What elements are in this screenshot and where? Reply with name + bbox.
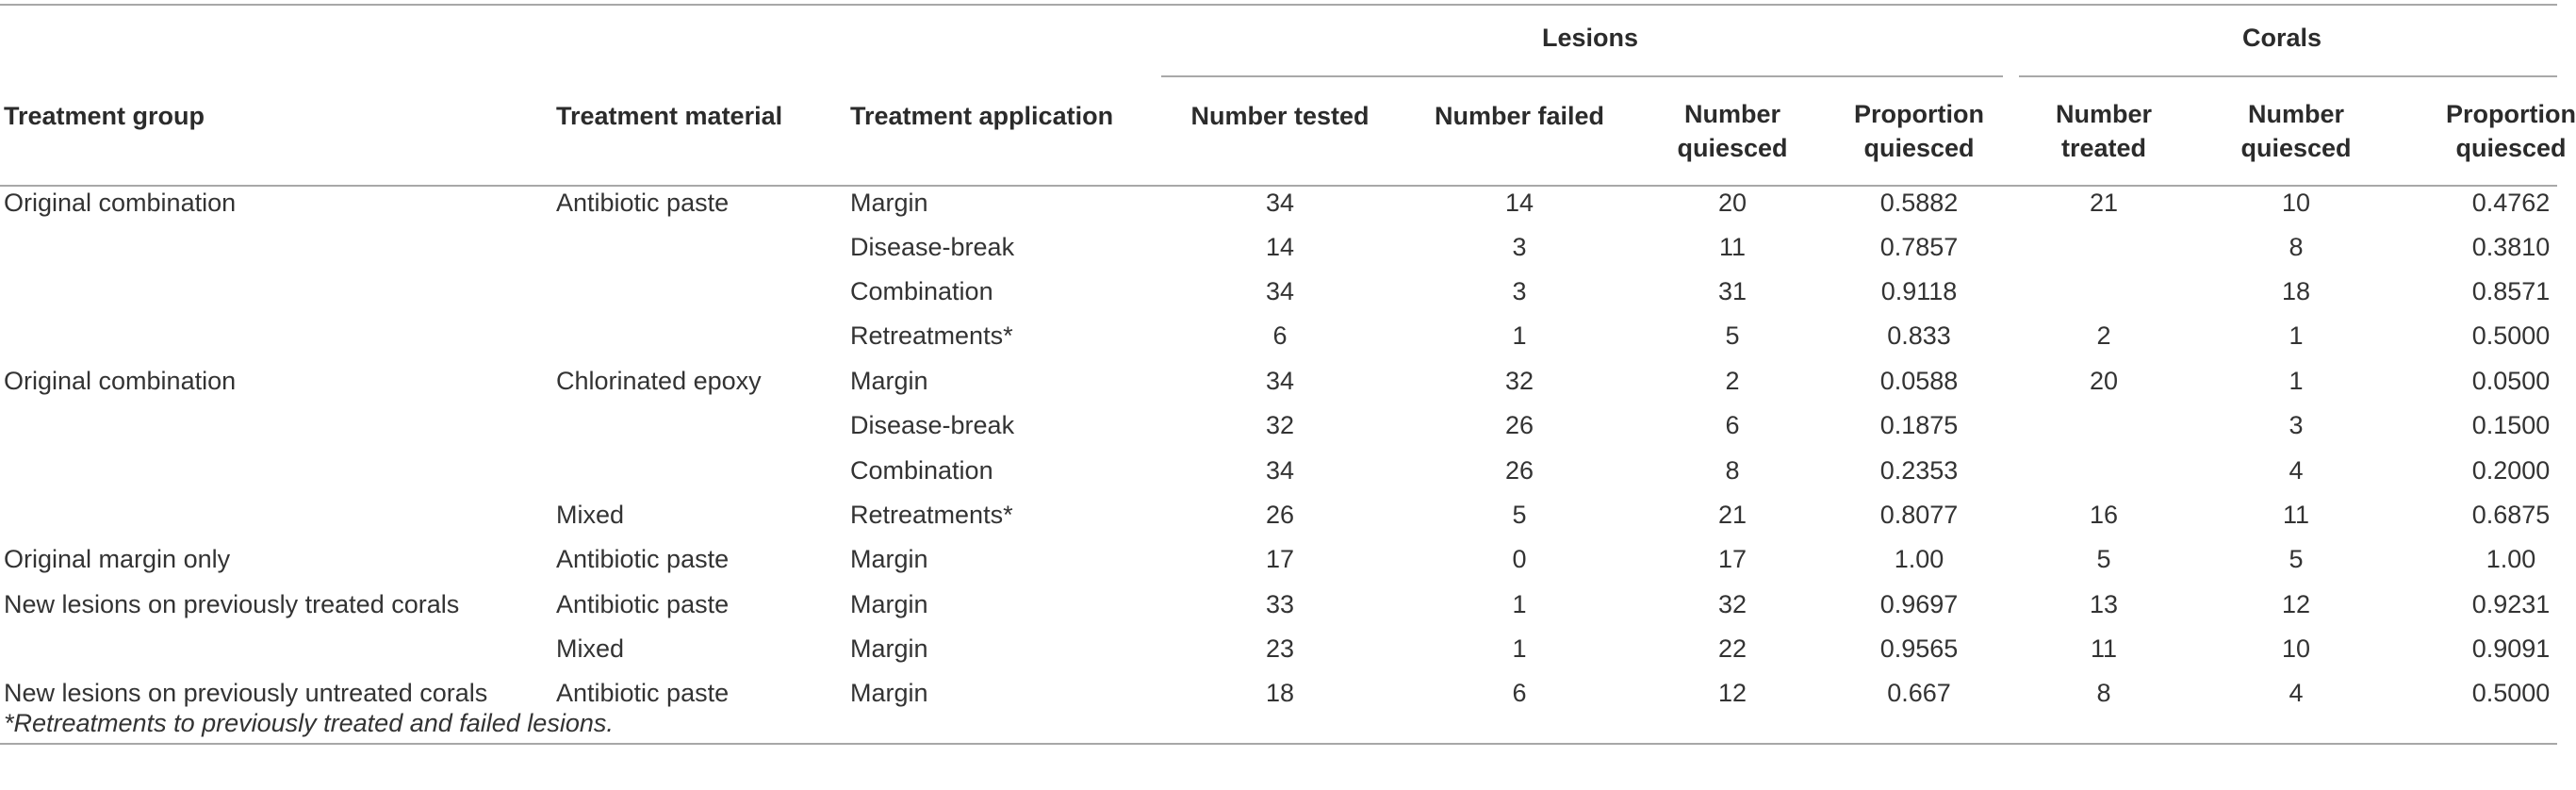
cell-treatment-material: Antibiotic paste	[556, 590, 730, 618]
cell-number-treated: 11	[2090, 634, 2118, 663]
cell-treatment-application: Combination	[850, 456, 993, 485]
cell-lesions-proportion-quiesced: 0.9697	[1879, 590, 1959, 618]
cell-lesions-number-quiesced: 8	[1725, 456, 1740, 485]
cell-corals-proportion-quiesced: 0.9231	[2471, 590, 2551, 618]
cell-treatment-group: Original combination	[4, 189, 237, 217]
cell-corals-number-quiesced: 10	[2281, 189, 2311, 217]
cell-lesions-proportion-quiesced: 0.1875	[1879, 411, 1959, 439]
cell-lesions-proportion-quiesced: 0.833	[1887, 321, 1951, 350]
cell-lesions-proportion-quiesced: 0.5882	[1879, 189, 1959, 217]
lesions-span-rule	[1161, 75, 2003, 77]
cell-number-failed: 1	[1512, 590, 1527, 618]
cell-corals-number-quiesced: 12	[2281, 590, 2311, 618]
column-header-corals-proportion-quiesced: quiesced	[2455, 134, 2567, 162]
cell-treatment-group: New lesions on previously untreated corals	[4, 679, 488, 707]
cell-treatment-material: Mixed	[556, 501, 625, 529]
cell-number-treated: 16	[2089, 501, 2119, 529]
cell-corals-number-quiesced: 11	[2282, 501, 2310, 529]
cell-treatment-material: Mixed	[556, 634, 625, 663]
cell-treatment-material: Chlorinated epoxy	[556, 367, 762, 395]
column-header-lesions-proportion-quiesced: quiesced	[1863, 134, 1975, 162]
column-header-number-treated: Number	[2055, 100, 2153, 128]
column-header-corals-number-quiesced: Number	[2247, 100, 2345, 128]
cell-number-tested: 33	[1265, 590, 1295, 618]
cell-number-treated: 8	[2096, 679, 2111, 707]
cell-corals-proportion-quiesced: 0.3810	[2471, 233, 2551, 261]
cell-number-tested: 23	[1265, 634, 1295, 663]
column-header-lesions-number-quiesced: quiesced	[1677, 134, 1788, 162]
cell-corals-number-quiesced: 4	[2289, 456, 2304, 485]
cell-corals-number-quiesced: 3	[2289, 411, 2304, 439]
cell-treatment-group: Original combination	[4, 367, 237, 395]
cell-corals-proportion-quiesced: 0.5000	[2471, 321, 2551, 350]
cell-lesions-number-quiesced: 32	[1717, 590, 1747, 618]
column-header-corals-proportion-quiesced: Proportion	[2446, 100, 2576, 128]
group-header-lesions: Lesions	[1541, 24, 1639, 52]
cell-lesions-proportion-quiesced: 1.00	[1894, 545, 1944, 573]
cell-corals-number-quiesced: 4	[2289, 679, 2304, 707]
cell-number-tested: 14	[1265, 233, 1295, 261]
cell-corals-number-quiesced: 5	[2289, 545, 2304, 573]
cell-number-failed: 32	[1504, 367, 1534, 395]
cell-number-tested: 6	[1272, 321, 1288, 350]
cell-treatment-application: Margin	[850, 189, 928, 217]
cell-number-failed: 1	[1512, 634, 1527, 663]
cell-corals-proportion-quiesced: 0.1500	[2471, 411, 2551, 439]
corals-span-rule	[2019, 75, 2557, 77]
bottom-rule	[0, 743, 2557, 745]
cell-treatment-application: Margin	[850, 545, 928, 573]
column-header-lesions-number-quiesced: Number	[1683, 100, 1781, 128]
cell-corals-proportion-quiesced: 0.2000	[2471, 456, 2551, 485]
cell-corals-proportion-quiesced: 0.6875	[2471, 501, 2551, 529]
group-header-corals: Corals	[2241, 24, 2322, 52]
cell-lesions-number-quiesced: 31	[1717, 277, 1747, 305]
cell-lesions-number-quiesced: 20	[1717, 189, 1747, 217]
cell-number-treated: 21	[2089, 189, 2119, 217]
column-header-number-tested: Number tested	[1190, 102, 1370, 130]
top-rule	[0, 4, 2557, 6]
cell-corals-proportion-quiesced: 0.8571	[2471, 277, 2551, 305]
cell-number-treated: 5	[2096, 545, 2111, 573]
column-header-treatment-group: Treatment group	[4, 102, 205, 130]
cell-treatment-material: Antibiotic paste	[556, 189, 730, 217]
cell-treatment-application: Combination	[850, 277, 993, 305]
cell-treatment-material: Antibiotic paste	[556, 545, 730, 573]
cell-lesions-number-quiesced: 22	[1717, 634, 1747, 663]
column-header-number-treated: treated	[2060, 134, 2147, 162]
cell-lesions-proportion-quiesced: 0.667	[1887, 679, 1951, 707]
cell-number-failed: 26	[1504, 411, 1534, 439]
cell-number-failed: 6	[1512, 679, 1527, 707]
cell-lesions-proportion-quiesced: 0.0588	[1879, 367, 1959, 395]
cell-lesions-number-quiesced: 5	[1725, 321, 1740, 350]
column-header-lesions-proportion-quiesced: Proportion	[1854, 100, 1984, 128]
cell-lesions-proportion-quiesced: 0.7857	[1879, 233, 1959, 261]
cell-treatment-application: Disease-break	[850, 411, 1015, 439]
cell-number-treated: 2	[2096, 321, 2111, 350]
cell-corals-proportion-quiesced: 0.5000	[2471, 679, 2551, 707]
cell-corals-proportion-quiesced: 0.0500	[2471, 367, 2551, 395]
cell-treatment-application: Margin	[850, 679, 928, 707]
cell-treatment-application: Margin	[850, 367, 928, 395]
column-header-number-failed: Number failed	[1434, 102, 1605, 130]
column-header-corals-number-quiesced: quiesced	[2240, 134, 2352, 162]
cell-number-tested: 32	[1265, 411, 1295, 439]
cell-lesions-number-quiesced: 17	[1717, 545, 1747, 573]
cell-number-tested: 17	[1265, 545, 1295, 573]
cell-corals-proportion-quiesced: 0.4762	[2471, 189, 2551, 217]
cell-treatment-application: Margin	[850, 634, 928, 663]
cell-lesions-proportion-quiesced: 0.8077	[1879, 501, 1959, 529]
cell-number-failed: 1	[1512, 321, 1527, 350]
cell-treatment-material: Antibiotic paste	[556, 679, 730, 707]
cell-number-failed: 26	[1504, 456, 1534, 485]
cell-treatment-group: New lesions on previously treated corals	[4, 590, 460, 618]
cell-lesions-number-quiesced: 12	[1717, 679, 1747, 707]
cell-lesions-number-quiesced: 11	[1718, 233, 1747, 261]
cell-number-failed: 0	[1512, 545, 1527, 573]
cell-number-tested: 34	[1265, 189, 1295, 217]
cell-number-failed: 5	[1512, 501, 1527, 529]
cell-number-tested: 18	[1265, 679, 1295, 707]
table-footnote: *Retreatments to previously treated and failed lesions.	[4, 709, 614, 737]
cell-corals-number-quiesced: 8	[2289, 233, 2304, 261]
column-header-treatment-application: Treatment application	[850, 102, 1114, 130]
cell-number-treated: 13	[2089, 590, 2119, 618]
cell-corals-proportion-quiesced: 0.9091	[2471, 634, 2551, 663]
cell-treatment-application: Margin	[850, 590, 928, 618]
column-header-treatment-material: Treatment material	[556, 102, 783, 130]
cell-treatment-group: Original margin only	[4, 545, 231, 573]
cell-corals-proportion-quiesced: 1.00	[2486, 545, 2536, 573]
cell-number-tested: 34	[1265, 277, 1295, 305]
cell-number-tested: 34	[1265, 367, 1295, 395]
cell-lesions-proportion-quiesced: 0.9565	[1879, 634, 1959, 663]
cell-treatment-application: Retreatments*	[850, 321, 1013, 350]
cell-treatment-application: Retreatments*	[850, 501, 1013, 529]
cell-corals-number-quiesced: 1	[2289, 321, 2304, 350]
cell-number-failed: 14	[1504, 189, 1534, 217]
cell-number-failed: 3	[1512, 233, 1527, 261]
cell-lesions-proportion-quiesced: 0.9118	[1880, 277, 1958, 305]
cell-lesions-number-quiesced: 6	[1725, 411, 1740, 439]
cell-corals-number-quiesced: 1	[2289, 367, 2304, 395]
cell-corals-number-quiesced: 18	[2281, 277, 2311, 305]
cell-lesions-proportion-quiesced: 0.2353	[1879, 456, 1959, 485]
cell-lesions-number-quiesced: 21	[1717, 501, 1747, 529]
cell-treatment-application: Disease-break	[850, 233, 1015, 261]
cell-number-treated: 20	[2089, 367, 2119, 395]
cell-number-tested: 34	[1265, 456, 1295, 485]
cell-number-tested: 26	[1265, 501, 1295, 529]
cell-lesions-number-quiesced: 2	[1725, 367, 1740, 395]
cell-number-failed: 3	[1512, 277, 1527, 305]
cell-corals-number-quiesced: 10	[2281, 634, 2311, 663]
